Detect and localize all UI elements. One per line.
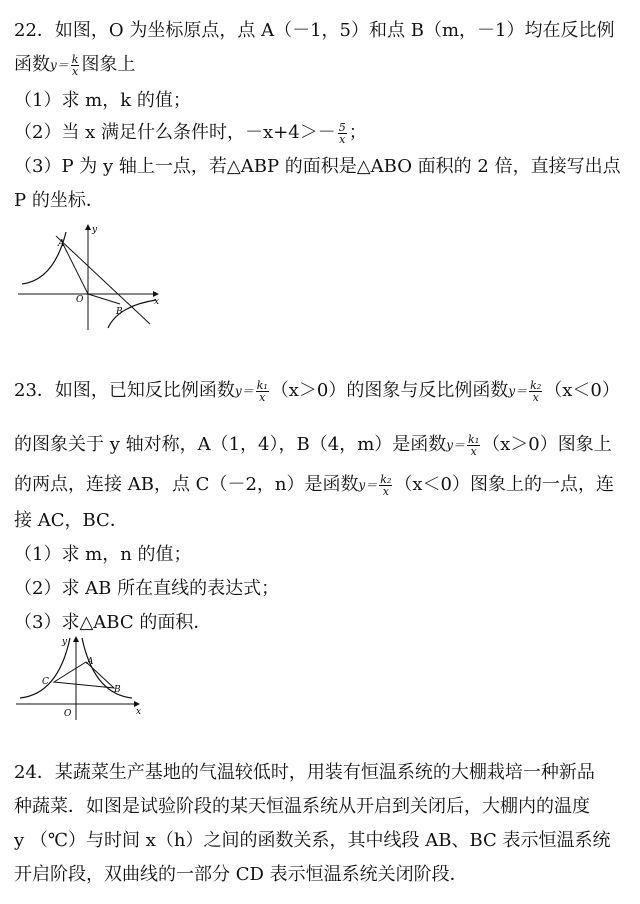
q22-label-x: x	[154, 297, 160, 307]
q22-label-B: B	[116, 307, 123, 317]
q22-label-O: O	[76, 295, 84, 305]
q24-line-2: 种蔬菜．如图是试验阶段的某天恒温系统从开启到关闭后，大棚内的温度	[14, 796, 590, 817]
q23-part-3: （3）求△ABC 的面积．	[14, 612, 212, 633]
q22-graph-label: 图象上	[81, 54, 136, 75]
q22-part-3b: P 的坐标．	[14, 190, 104, 211]
q22-part-3a: （3）P 为 y 轴上一点，若△ABP 的面积是△ABO 面积的 2 倍，直接写出点	[14, 156, 621, 177]
q23-fraction-k1: $\frac{\text{k₁}}{x}$	[256, 378, 268, 404]
q22-fraction-k-over-x: $\frac{k}{x}$	[71, 52, 79, 78]
q23-line-4: 接 AC，BC．	[14, 510, 128, 531]
q23-label-B: B	[114, 685, 121, 695]
q23-fraction-k2: $\frac{\text{k₂}}{x}$	[530, 378, 542, 404]
q24-line-4: 开启阶段，双曲线的一部分 CD 表示恒温系统关闭阶段．	[14, 864, 468, 885]
q23-line-2: 的图象关于 y 轴对称，A（1，4），B（4，m）是函数y＝ $\frac{\text{k₁}}{x}$ （x＞0）图象上	[14, 432, 612, 458]
q23-label-x: x	[136, 707, 142, 717]
q23-line-1: 23．如图，已知反比例函数y＝ $\frac{\text{k₁}}{x}$ （x＞0）的图象与反比例函数y＝ $\frac{\text{k₂}}{x}$ （x＜0）	[14, 378, 620, 404]
q24-line-1: 24．某蔬菜生产基地的气温较低时，用装有恒温系统的大棚栽培一种新品	[14, 762, 595, 783]
q22-part-2: （2）当 x 满足什么条件时，－x+4＞－ $\frac{5}{x}$ ；	[14, 120, 367, 146]
q22-y-equals: y＝	[50, 58, 69, 72]
q22-label-A: A	[58, 239, 65, 249]
q22-label-y: y	[92, 225, 98, 235]
q23-fraction-k1-b: $\frac{\text{k₁}}{x}$	[468, 432, 480, 458]
q23-fraction-k2-b: $\frac{\text{k₂}}{x}$	[380, 472, 392, 498]
q23-figure	[14, 634, 144, 724]
q23-part-1: （1）求 m，n 的值；	[14, 544, 192, 565]
q22-fraction-5-over-x: $\frac{5}{x}$	[338, 120, 346, 146]
q22-figure	[18, 222, 163, 332]
q22-line-2	[14, 52, 135, 78]
q23-label-O: O	[64, 709, 72, 719]
q23-label-y: y	[62, 637, 68, 647]
q22-line-1: 22．如图，O 为坐标原点，点 A（－1，5）和点 B（m，－1）均在反比例	[14, 20, 615, 41]
q24-line-3: y （℃）与时间 x（h）之间的函数关系，其中线段 AB、BC 表示恒温系统	[14, 830, 611, 851]
q22-part-1: （1）求 m，k 的值；	[14, 90, 191, 111]
q23-part-2: （2）求 AB 所在直线的表达式；	[14, 578, 280, 599]
q23-label-C: C	[42, 677, 49, 687]
q23-label-A: A	[87, 657, 94, 667]
q23-line-3: 的两点，连接 AB，点 C（－2，n）是函数y＝ $\frac{\text{k₂}}{x}$ （x＜0）图象上的一点，连	[14, 472, 614, 498]
q22-function-label: 函数	[14, 54, 50, 75]
